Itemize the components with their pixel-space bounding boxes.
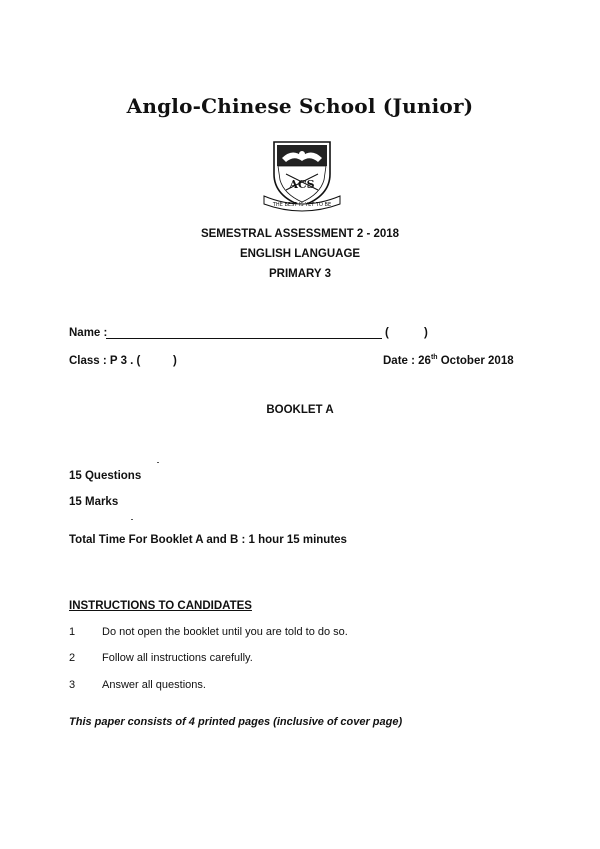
name-blank-line [106,338,382,339]
crest-motto: THE BEST IS YET TO BE [272,202,332,208]
page-count-note: This paper consists of 4 printed pages (inclusive of cover page) [69,716,403,728]
instruction-text: Answer all questions. [102,679,206,691]
class-bracket-close: ) [173,355,177,367]
date-label: Date : 26 [383,355,431,367]
date-month-year: October 2018 [437,355,514,367]
level-title: PRIMARY 3 [269,268,331,280]
class-label: Class : P 3 . ( [69,355,141,367]
instruction-text: Follow all instructions carefully. [102,652,253,664]
total-time: Total Time For Booklet A and B : 1 hour 15 minutes [69,534,347,546]
instruction-number: 3 [69,679,76,691]
name-register-close: ) [424,327,428,339]
scan-speck [157,462,159,463]
crest-letters: ACS [289,178,315,191]
school-name: Anglo-Chinese School (Junior) [126,94,474,118]
instruction-text: Do not open the booklet until you are told to do so. [102,626,348,638]
subject-title: ENGLISH LANGUAGE [239,248,361,260]
name-label: Name : [69,327,108,339]
school-crest-logo [260,138,344,214]
marks-count: 15 Marks [69,496,119,508]
booklet-title: BOOKLET A [266,404,334,416]
instruction-number: 1 [69,626,76,638]
date-field [383,355,514,367]
questions-count: 15 Questions [69,470,142,482]
scan-speck [131,519,133,520]
instructions-title: INSTRUCTIONS TO CANDIDATES [69,600,252,612]
name-register-open: ( [385,327,389,339]
date-suffix: th [430,354,438,362]
assessment-title: SEMESTRAL ASSESSMENT 2 - 2018 [200,228,400,240]
instruction-number: 2 [69,652,76,664]
